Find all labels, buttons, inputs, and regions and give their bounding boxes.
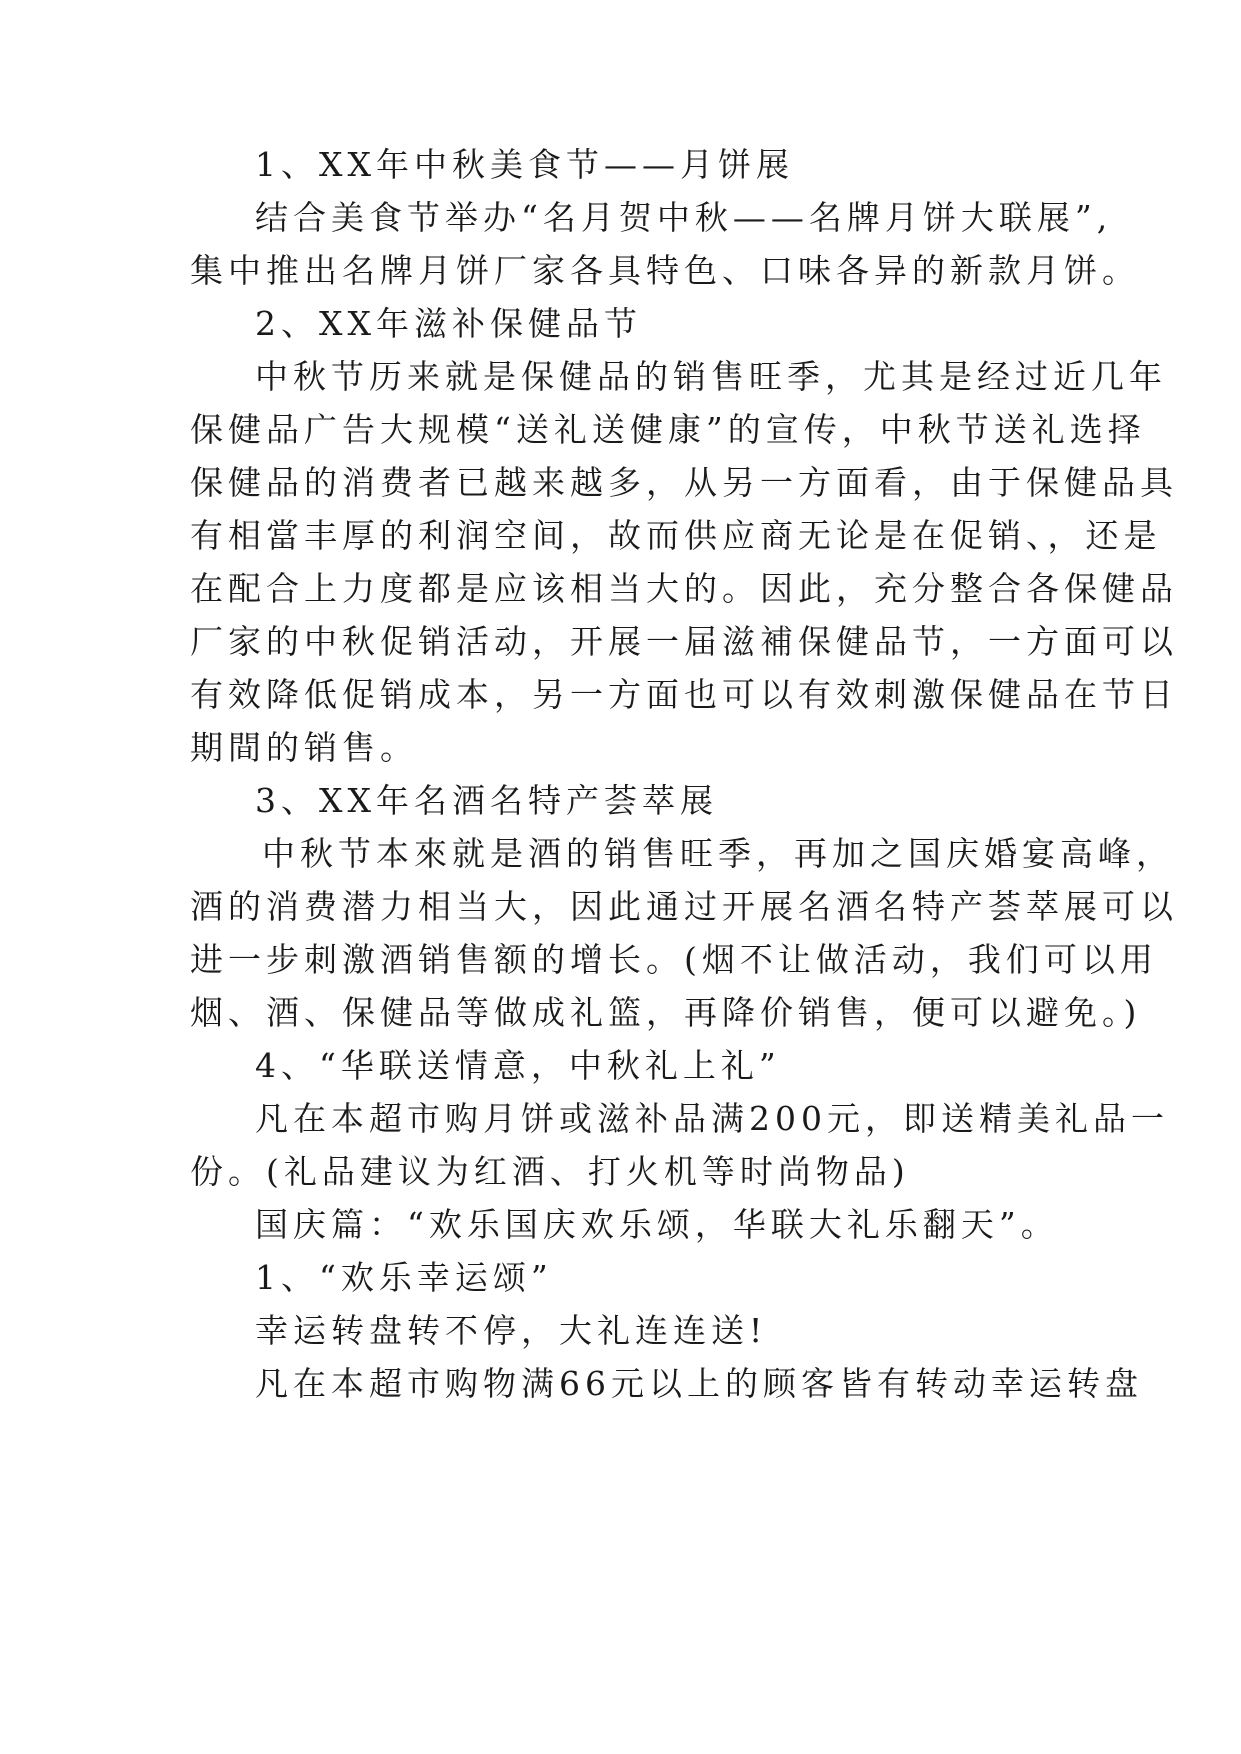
paragraph-line: 中秋节本來就是酒的销售旺季，再加之国庆婚宴高峰，	[262, 834, 1174, 873]
paragraph-line: 有效降低促销成本，另一方面也可以有效刺激保健品在节日	[190, 675, 1178, 714]
paragraph-line: 在配合上力度都是应该相当大的。因此，充分整合各保健品	[190, 569, 1178, 608]
paragraph-line: 集中推出名牌月饼厂家各具特色、口味各异的新款月饼。	[190, 251, 1140, 290]
paragraph-line: 凡在本超市购物满66元以上的顾客皆有转动幸运转盘	[255, 1364, 1143, 1403]
paragraph-line: 进一步刺激酒销售额的增长。(烟不让做活动，我们可以用	[190, 940, 1158, 979]
paragraph-line: 中秋节历来就是保健品的销售旺季，尤其是经过近几年	[255, 357, 1167, 396]
paragraph-line: 凡在本超市购月饼或滋补品满200元，即送精美礼品一	[255, 1099, 1169, 1138]
heading-wine-specialty-exhibition: 3、XX年名酒名特产荟萃展	[255, 781, 718, 820]
paragraph-line: 幸运转盘转不停，大礼连连送!	[255, 1311, 768, 1350]
paragraph-line: 酒的消费潜力相当大，因此通过开展名酒名特产荟萃展可以	[190, 887, 1178, 926]
paragraph-line: 期間的销售。	[190, 728, 418, 767]
heading-health-products-festival: 2、XX年滋补保健品节	[255, 304, 642, 343]
section-title-national-day: 国庆篇：“欢乐国庆欢乐颂，华联大礼乐翻天”。	[255, 1205, 1059, 1244]
heading-mooncake-exhibition: 1、XX年中秋美食节——月饼展	[255, 145, 794, 184]
paragraph-line: 保健品广告大规模“送礼送健康”的宣传，中秋节送礼选择	[190, 410, 1146, 449]
paragraph-line: 结合美食节举办“名月贺中秋——名牌月饼大联展”,	[255, 198, 1113, 237]
heading-gift-promotion: 4、“华联送情意，中秋礼上礼”	[255, 1046, 781, 1085]
paragraph-line: 保健品的消费者已越来越多，从另一方面看，由于保健品具	[190, 463, 1178, 502]
paragraph-line: 有相當丰厚的利润空间，故而供应商无论是在促销、，还是	[190, 516, 1162, 555]
paragraph-line: 厂家的中秋促销活动，开展一届滋補保健品节，一方面可以	[190, 622, 1178, 661]
paragraph-line: 烟、酒、保健品等做成礼篮，再降价销售，便可以避免。)	[190, 993, 1142, 1032]
heading-lucky-carol: 1、“欢乐幸运颂”	[255, 1258, 553, 1297]
paragraph-line: 份。(礼品建议为红酒、打火机等时尚物品)	[190, 1152, 910, 1191]
